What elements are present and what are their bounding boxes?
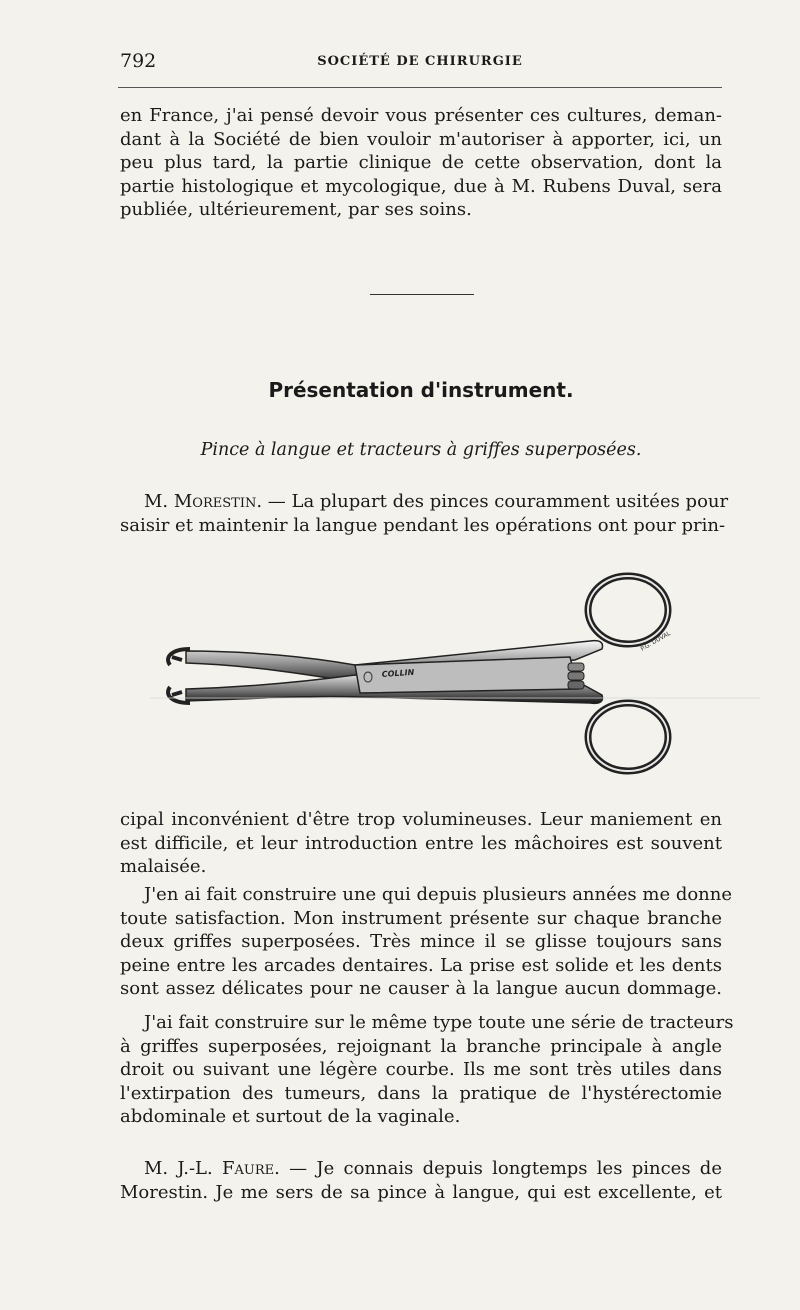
paragraph-1 [120, 104, 722, 222]
text-line: partie histologique et mycologique, due à M. Rubens Duval, sera [120, 175, 722, 197]
text-line: saisir et maintenir la langue pendant les opérations ont pour prin- [120, 514, 726, 536]
page-header [118, 50, 722, 80]
section-subtitle: Pince à langue et tracteurs à griffes superposées. [200, 440, 642, 460]
running-head: SOCIÉTÉ DE CHIRURGIE [317, 54, 523, 69]
text-line: peine entre les arcades dentaires. La prise est solide et les dents [120, 954, 722, 976]
speaker-statement: . — Je connais depuis longtemps les pinces de [274, 1158, 722, 1179]
text-line: abdominale et surtout de la vaginale. [120, 1106, 461, 1127]
text-line [120, 490, 729, 514]
text-line: Morestin. Je me sers de sa pince à langue, qui est excellente, et [120, 1181, 722, 1203]
engraver-signature: P.G. DUVAL [639, 630, 672, 653]
speaker-name: Morestin [173, 491, 257, 512]
text-line: en France, j'ai pensé devoir vous présenter ces cultures, deman- [120, 105, 722, 126]
text-line: à griffes superposées, rejoignant la branche principale à angle [120, 1035, 722, 1057]
speaker-prefix: M. J.-L. [144, 1158, 222, 1179]
paragraph-4 [120, 883, 733, 1001]
text-line [120, 1157, 722, 1181]
brand-engraving: COLLIN [381, 667, 415, 679]
text-line: publiée, ultérieurement, par ses soins. [120, 199, 472, 220]
text-line: J'ai fait construire sur le même type toute une série de tracteurs [144, 1012, 734, 1033]
paragraph-3 [120, 808, 722, 879]
ratchet-lock [568, 663, 584, 689]
text-line: peu plus tard, la partie clinique de cette observation, dont la [120, 152, 722, 173]
text-line: malaisée. [120, 856, 207, 877]
speaker-prefix: M. [144, 491, 174, 512]
paragraph-2 [120, 490, 729, 537]
text-line: J'en ai fait construire une qui depuis plusieurs années me donne [144, 884, 733, 905]
text-line: droit ou suivant une légère courbe. Ils me sont très utiles dans [120, 1059, 722, 1080]
page-number: 792 [120, 50, 157, 72]
section-separator [370, 294, 474, 295]
paragraph-5 [120, 1011, 734, 1129]
header-rule [118, 87, 722, 88]
text-line: dant à la Société de bien vouloir m'autoriser à apporter, ici, un [120, 128, 722, 150]
paragraph-6 [120, 1157, 722, 1204]
text-line: cipal inconvénient d'être trop volumineuses. Leur maniement en [120, 809, 722, 830]
speaker-statement: . — La plupart des pinces couramment usitées pour [256, 491, 729, 512]
section-title: Présentation d'instrument. [268, 378, 574, 402]
text-line: l'extirpation des tumeurs, dans la pratique de l'hystérectomie [120, 1082, 722, 1104]
text-line: est difficile, et leur introduction entre les mâchoires est souvent [120, 832, 722, 854]
text-line: deux griffes superposées. Très mince il se glisse toujours sans [120, 931, 722, 952]
speaker-name: Faure [221, 1158, 275, 1179]
forceps-illustration [150, 565, 770, 805]
text-line: sont assez délicates pour ne causer à la langue aucun dommage. [120, 978, 722, 999]
text-line: toute satisfaction. Mon instrument présente sur chaque branche [120, 907, 722, 929]
